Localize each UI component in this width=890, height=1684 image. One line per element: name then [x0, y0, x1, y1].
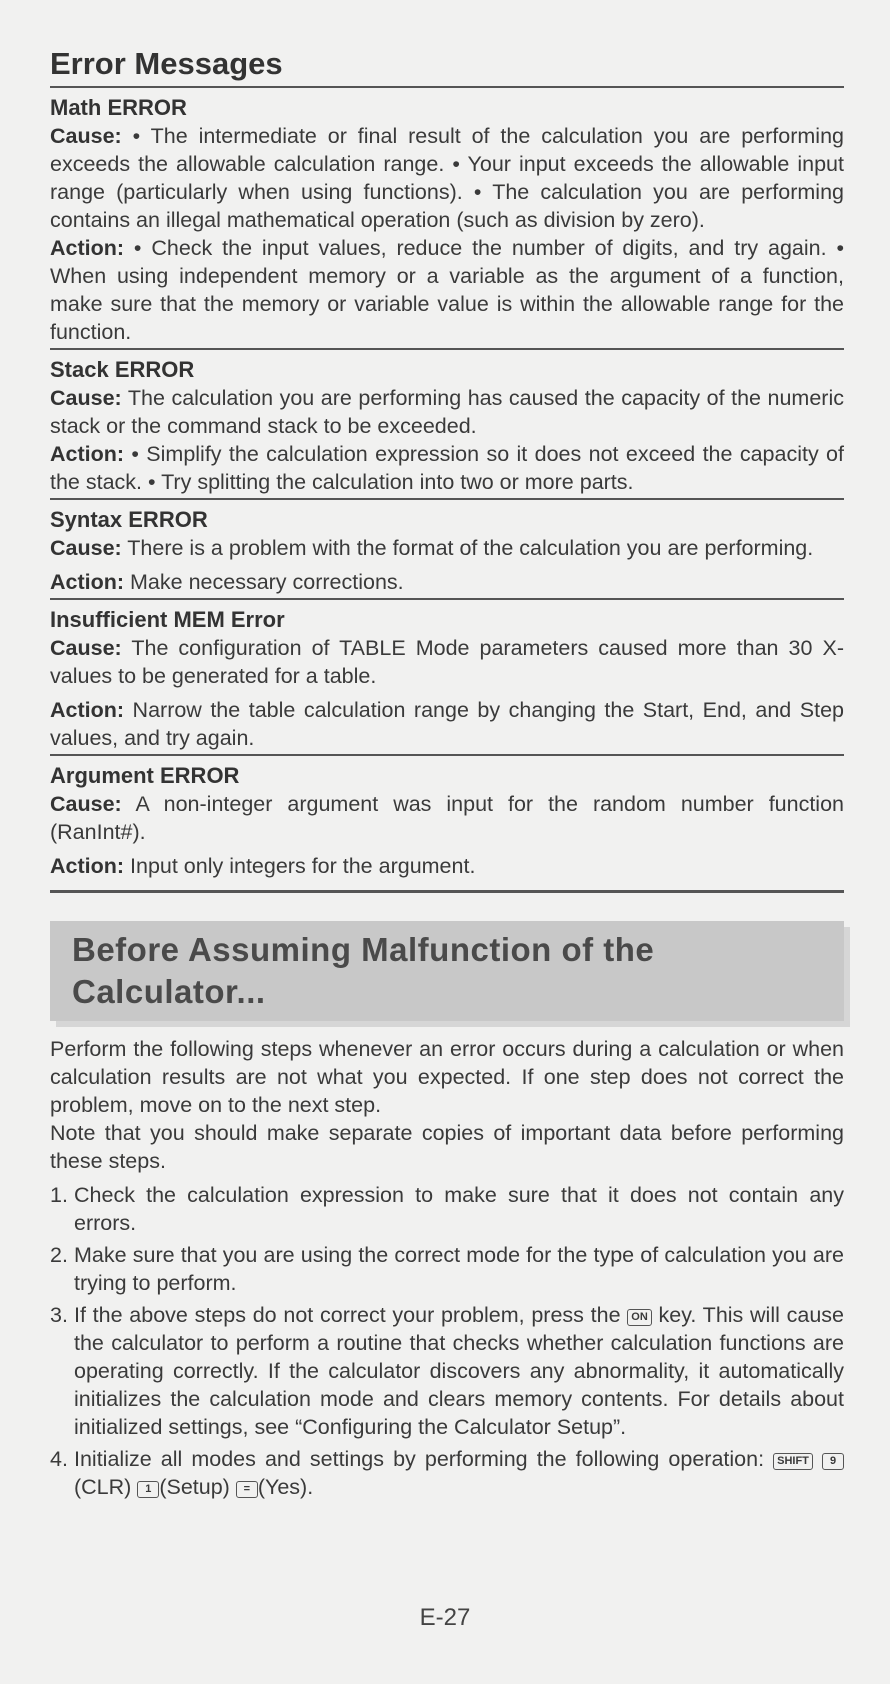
step-text: Make sure that you are using the correct mode for the type of calculation you are trying to perform.: [74, 1243, 844, 1295]
yes-label: (Yes).: [257, 1475, 314, 1499]
step-text-pre: If the above steps do not correct your problem, press the: [74, 1303, 628, 1327]
error-name: Stack ERROR: [50, 357, 195, 382]
step-number: 1.: [50, 1183, 68, 1207]
page-number: E-27: [419, 1604, 471, 1631]
error-action: [50, 440, 844, 496]
action-text: Narrow the table calculation range by changing the Start, End, and Step values, and try again.: [50, 698, 844, 750]
error-entry-syntax: [50, 500, 844, 600]
nine-key-icon: 9: [822, 1453, 844, 1470]
error-entry-argument: [50, 756, 844, 893]
error-cause: [50, 790, 844, 846]
error-entry-math: [50, 88, 844, 350]
step-number: 3.: [50, 1303, 68, 1327]
action-label: Action:: [50, 698, 125, 722]
step-item: [50, 1301, 844, 1441]
step-text-post: key. This will cause the calculator to perform a routine that checks whether calculation functions are operating correctly. If the calculator discovers any abnormality, it automatically initializes the calculation mode and clears memory contents. For details about initialized settings, see “Configuring the Calculator Setup”.: [74, 1303, 844, 1439]
action-text: • Simplify the calculation expression so it does not exceed the capacity of the stack. • Try splitting the calculation into two or more parts.: [50, 442, 844, 494]
error-action: [50, 234, 844, 346]
action-text: Input only integers for the argument.: [124, 854, 476, 878]
error-entry-stack: [50, 350, 844, 500]
cause-label: Cause:: [50, 124, 122, 148]
steps-list: [50, 1181, 844, 1501]
banner-title: Before Assuming Malfunction of the Calculator...: [72, 931, 655, 1010]
step-text-pre: Initialize all modes and settings by performing the following operation:: [74, 1447, 774, 1471]
action-label: Action:: [50, 854, 125, 878]
cause-text: The calculation you are performing has caused the capacity of the numeric stack or the command stack to be exceeded.: [50, 386, 844, 438]
clr-label: (CLR): [74, 1475, 132, 1499]
error-cause: [50, 122, 844, 234]
cause-text: A non-integer argument was input for the random number function (RanInt#).: [50, 792, 844, 844]
error-action: [50, 568, 844, 596]
step-number: 2.: [50, 1243, 68, 1267]
error-action: [50, 852, 844, 880]
page-content: [50, 44, 844, 1501]
error-name: Math ERROR: [50, 95, 187, 120]
error-entry-insufficient-mem: [50, 600, 844, 756]
action-text: • Check the input values, reduce the number of digits, and try again. • When using independent memory or a variable as the argument of a function, make sure that the memory or variable value is within the allowable range for the function.: [50, 236, 844, 344]
error-name: Insufficient MEM Error: [50, 607, 285, 632]
section-title: Error Messages: [50, 44, 844, 88]
error-action: [50, 696, 844, 752]
step-text: Check the calculation expression to make sure that it does not contain any errors.: [74, 1183, 844, 1235]
error-name: Argument ERROR: [50, 763, 240, 788]
action-label: Action:: [50, 442, 125, 466]
intro-paragraph: Note that you should make separate copies of important data before performing these steps.: [50, 1121, 844, 1173]
on-key-icon: ON: [627, 1309, 652, 1326]
cause-label: Cause:: [50, 386, 122, 410]
step-item: [50, 1445, 844, 1501]
cause-label: Cause:: [50, 536, 122, 560]
action-text: Make necessary corrections.: [124, 570, 404, 594]
intro-text: [50, 1035, 844, 1175]
step-item: [50, 1181, 844, 1237]
one-key-icon: 1: [137, 1481, 159, 1498]
cause-label: Cause:: [50, 636, 122, 660]
shift-key-icon: SHIFT: [773, 1453, 813, 1470]
section-banner: [50, 921, 844, 1021]
cause-text: There is a problem with the format of the calculation you are performing.: [121, 536, 814, 560]
action-label: Action:: [50, 236, 125, 260]
intro-paragraph: Perform the following steps whenever an error occurs during a calculation or when calculation results are not what you expected. If one step does not correct the problem, move on to the next step.: [50, 1037, 844, 1117]
cause-text: • The intermediate or final result of the calculation you are performing exceeds the allowable calculation range. • Your input exceeds the allowable input range (particularly when using functions). • The calculation you are performing contains an illegal mathematical operation (such as division by zero).: [50, 124, 844, 232]
cause-text: The configuration of TABLE Mode parameters caused more than 30 X-values to be generated for a table.: [50, 636, 844, 688]
cause-label: Cause:: [50, 792, 122, 816]
error-cause: [50, 534, 844, 562]
error-name: Syntax ERROR: [50, 507, 208, 532]
error-cause: [50, 384, 844, 440]
setup-label: (Setup): [159, 1475, 230, 1499]
action-label: Action:: [50, 570, 125, 594]
error-cause: [50, 634, 844, 690]
equals-key-icon: =: [236, 1481, 258, 1498]
step-item: [50, 1241, 844, 1297]
step-number: 4.: [50, 1447, 68, 1471]
